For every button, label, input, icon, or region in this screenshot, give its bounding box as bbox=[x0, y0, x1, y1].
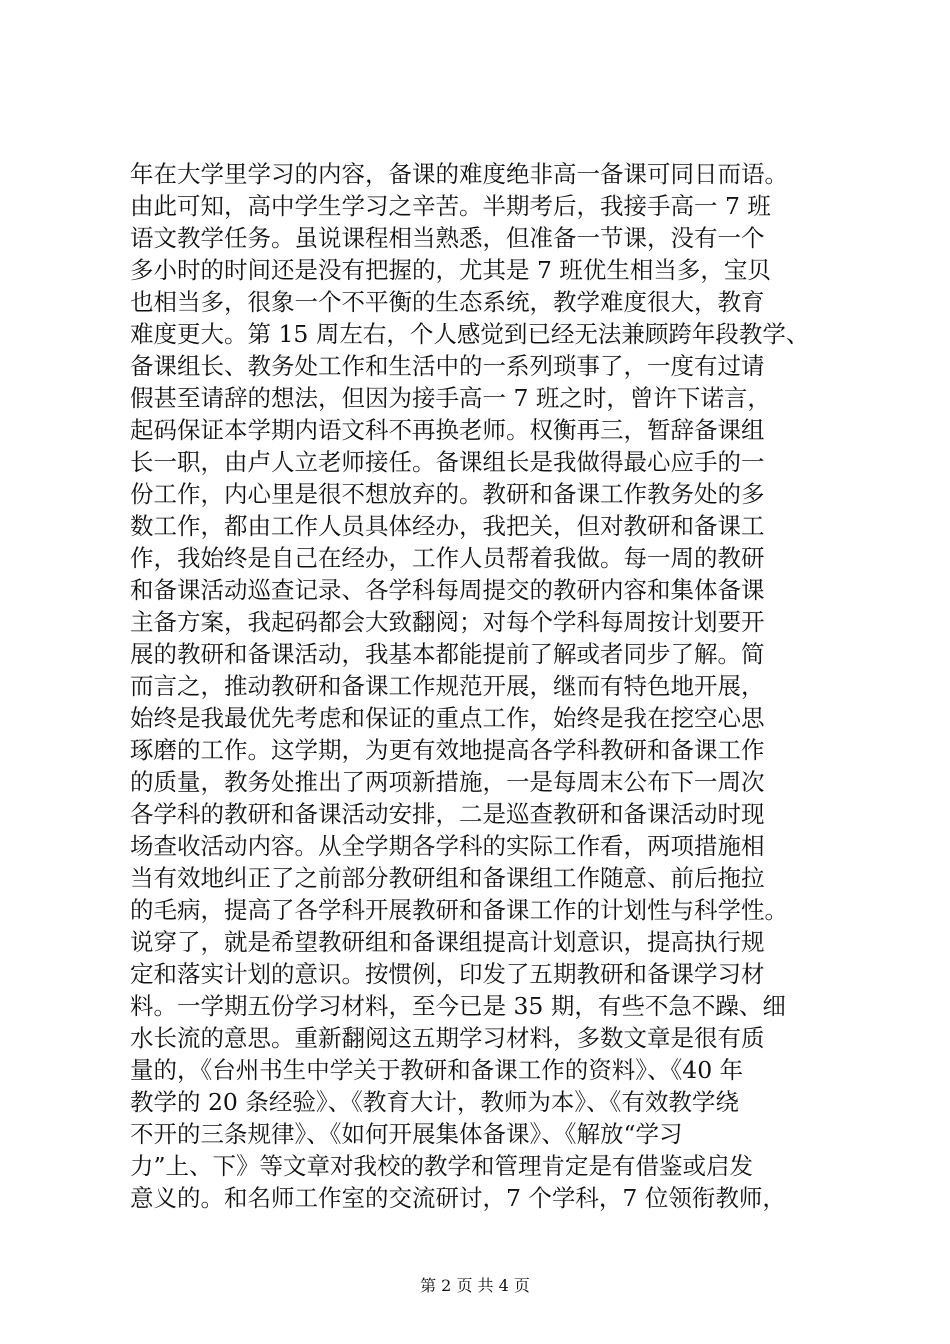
body-paragraph bbox=[130, 158, 830, 1214]
text-line: 教学的 20 条经验》、《教育大计，教师为本》、《有效教学绕 bbox=[130, 1088, 739, 1116]
text-line: 水长流的意思。重新翻阅这五期学习材料，多数文章是很有质 bbox=[130, 1024, 765, 1052]
page-number-footer: 第 2 页 共 4 页 bbox=[420, 1276, 530, 1295]
text-line: 和备课活动巡查记录、各学科每周提交的教研内容和集体备课 bbox=[130, 576, 765, 604]
text-line: 始终是我最优先考虑和保证的重点工作，始终是我在挖空心思 bbox=[130, 704, 765, 732]
text-line: 量的，《台州书生中学关于教研和备课工作的资料》、《40 年 bbox=[130, 1056, 744, 1084]
text-line: 展的教研和备课活动，我基本都能提前了解或者同步了解。简 bbox=[130, 640, 765, 668]
text-line: 数工作，都由工作人员具体经办，我把关，但对教研和备课工 bbox=[130, 512, 765, 540]
text-line: 主备方案，我起码都会大致翻阅；对每个学科每周按计划要开 bbox=[130, 608, 765, 636]
text-line: 意义的。和名师工作室的交流研讨，7 个学科，7 位领衔教师， bbox=[130, 1184, 786, 1212]
text-line: 料。一学期五份学习材料，至今已是 35 期，有些不急不躁、细 bbox=[130, 992, 786, 1020]
text-line: 力”上、下》等文章对我校的教学和管理肯定是有借鉴或启发 bbox=[130, 1152, 754, 1180]
text-line: 的质量，教务处推出了两项新措施，一是每周末公布下一周次 bbox=[130, 768, 765, 796]
text-line: 由此可知，高中学生学习之辛苦。半期考后，我接手高一 7 班 bbox=[130, 192, 771, 220]
text-line: 起码保证本学期内语文科不再换老师。权衡再三，暂辞备课组 bbox=[130, 416, 765, 444]
text-line: 各学科的教研和备课活动安排，二是巡查教研和备课活动时现 bbox=[130, 800, 765, 828]
text-line: 琢磨的工作。这学期，为更有效地提高各学科教研和备课工作 bbox=[130, 736, 765, 764]
text-line: 说穿了，就是希望教研组和备课组提高计划意识，提高执行规 bbox=[130, 928, 765, 956]
text-line: 定和落实计划的意识。按惯例，印发了五期教研和备课学习材 bbox=[130, 960, 765, 988]
text-line: 难度更大。第 15 周左右，个人感觉到已经无法兼顾跨年段教学、 bbox=[130, 320, 810, 348]
text-line: 长一职，由卢人立老师接任。备课组长是我做得最心应手的一 bbox=[130, 448, 765, 476]
text-line: 多小时的时间还是没有把握的，尤其是 7 班优生相当多，宝贝 bbox=[130, 256, 771, 284]
text-line: 份工作，内心里是很不想放弃的。教研和备课工作教务处的多 bbox=[130, 480, 765, 508]
text-line: 的毛病，提高了各学科开展教研和备课工作的计划性与科学性。 bbox=[130, 896, 788, 924]
text-line: 作，我始终是自己在经办，工作人员帮着我做。每一周的教研 bbox=[130, 544, 765, 572]
text-line: 当有效地纠正了之前部分教研组和备课组工作随意、前后拖拉 bbox=[130, 864, 765, 892]
text-line: 而言之，推动教研和备课工作规范开展，继而有特色地开展， bbox=[130, 672, 765, 700]
text-line: 语文教学任务。虽说课程相当熟悉，但准备一节课，没有一个 bbox=[130, 224, 765, 252]
text-line: 备课组长、教务处工作和生活中的一系列琐事了，一度有过请 bbox=[130, 352, 765, 380]
text-line: 也相当多，很象一个不平衡的生态系统，教学难度很大，教育 bbox=[130, 288, 765, 316]
text-line: 年在大学里学习的内容，备课的难度绝非高一备课可同日而语。 bbox=[130, 160, 788, 188]
text-line: 假甚至请辞的想法，但因为接手高一 7 班之时，曾许下诺言， bbox=[130, 384, 771, 412]
text-line: 不开的三条规律》、《如何开展集体备课》、《解放“学习 bbox=[130, 1120, 683, 1148]
text-line: 场查收活动内容。从全学期各学科的实际工作看，两项措施相 bbox=[130, 832, 765, 860]
